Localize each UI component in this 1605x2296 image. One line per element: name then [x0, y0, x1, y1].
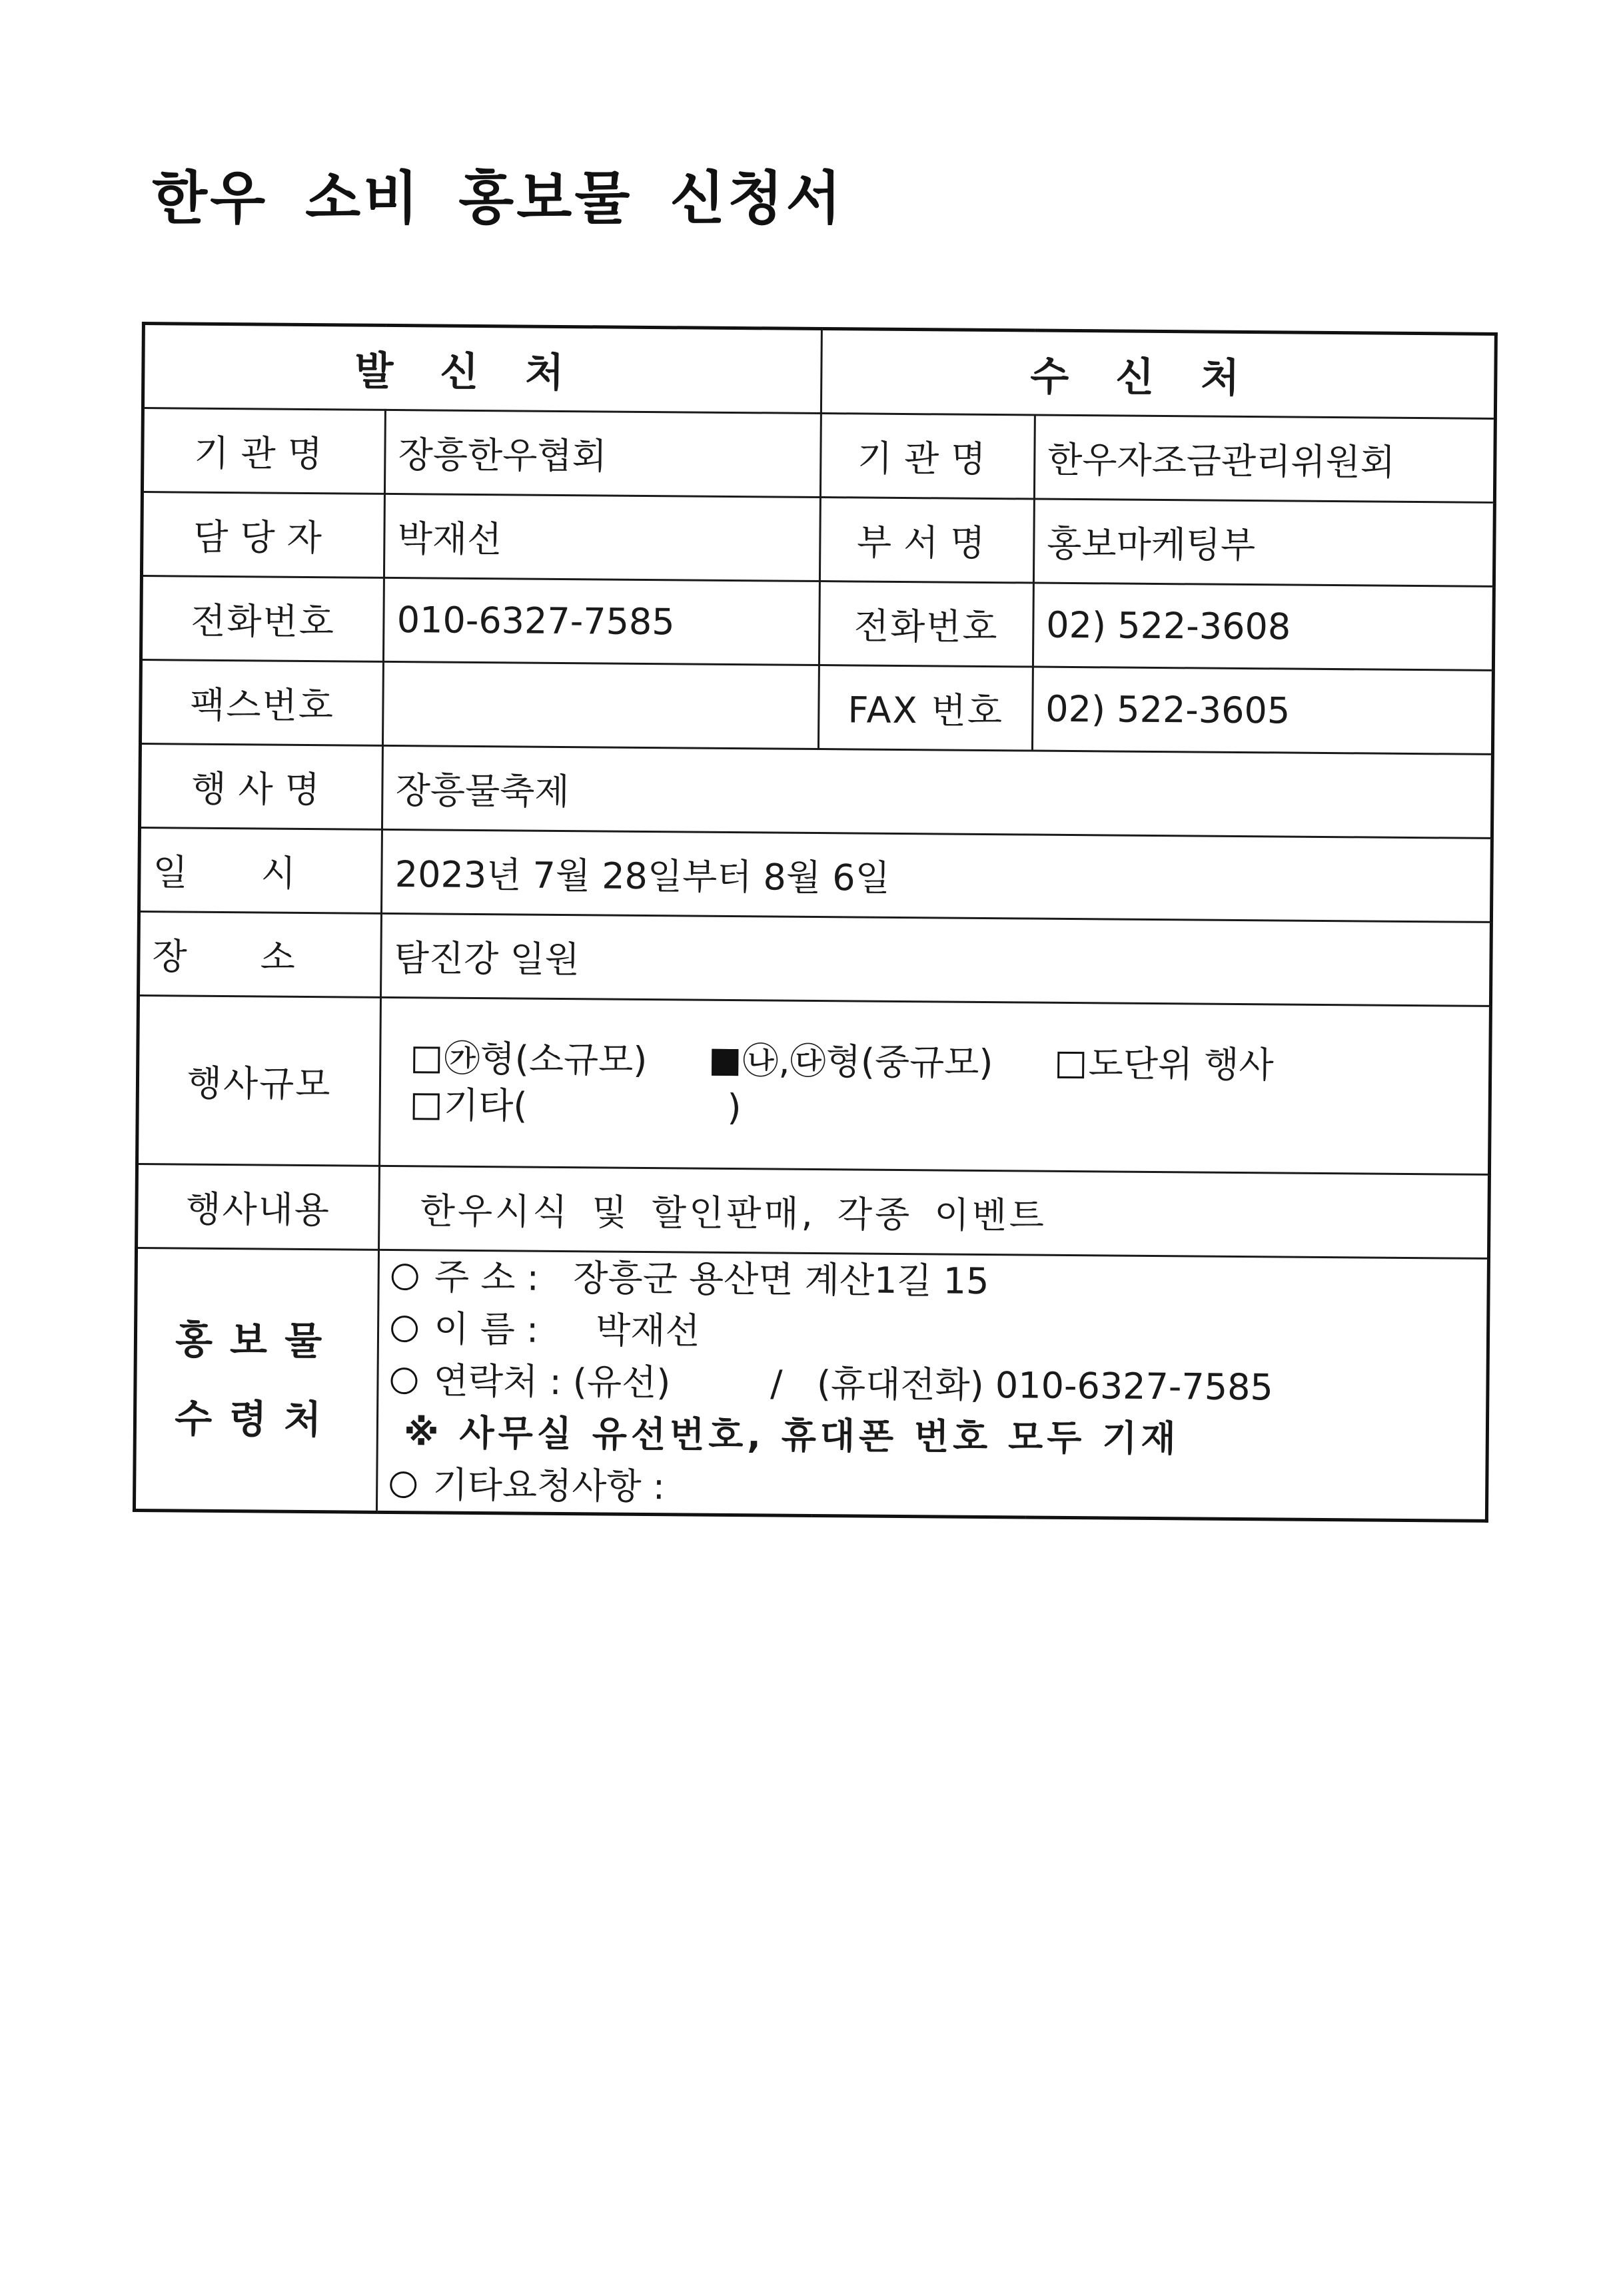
sender-person-value: 박재선: [384, 494, 820, 581]
receiver-header: 수신처: [821, 329, 1496, 419]
event-place-label: 장소: [139, 911, 382, 997]
receiver-dept-label: 부서명: [819, 498, 1034, 583]
sender-header: 발신처: [143, 324, 821, 414]
application-form-table: [133, 322, 1498, 1523]
receiver-phone-value: 02) 522-3608: [1033, 583, 1494, 670]
receiver-fax-value: 02) 522-3605: [1032, 667, 1493, 754]
sender-phone-label: 전화번호: [141, 576, 384, 662]
event-place-value: 탐진강 일원: [381, 913, 1492, 1006]
scale-medium-checkbox-checked[interactable]: [712, 1049, 738, 1076]
scale-option-small[interactable]: ㉮형(소규모): [413, 1037, 647, 1081]
bullet-circle-icon: [391, 1316, 418, 1342]
receiver-org-value: 한우자조금관리위원회: [1034, 415, 1495, 502]
scale-option-other[interactable]: 기타( ): [413, 1084, 742, 1128]
event-date-label: 일시: [139, 827, 382, 913]
receipt-note: ※ 사무실 유선번호, 휴대폰 번호 모두 기재: [403, 1411, 1180, 1460]
receipt-other-row: 기타요청사항 :: [390, 1459, 1473, 1519]
sender-fax-label: 팩스번호: [140, 660, 383, 746]
receipt-label-line2: 수령처: [174, 1395, 339, 1443]
event-name-label: 행사명: [139, 744, 382, 830]
bullet-circle-icon: [391, 1367, 418, 1394]
event-content-value: 한우시식 및 할인판매, 각종 이벤트: [379, 1166, 1490, 1258]
receipt-label: [134, 1248, 378, 1512]
bullet-circle-icon: [390, 1471, 416, 1498]
receipt-details: [377, 1250, 1489, 1521]
event-scale-label: 행사규모: [137, 995, 381, 1166]
event-name-value: 장흥물축제: [382, 745, 1493, 838]
receiver-dept-value: 홍보마케팅부: [1033, 499, 1494, 586]
receipt-address-row: 주 소 : 장흥군 용산면 계산1길 15: [392, 1251, 1475, 1312]
event-scale-options: [380, 997, 1491, 1174]
receipt-contact-mobile: (휴대전화) 010-6327-7585: [816, 1363, 1274, 1409]
receiver-phone-label: 전화번호: [819, 581, 1033, 667]
sender-person-label: 담당자: [141, 492, 384, 578]
sender-org-label: 기관명: [142, 408, 385, 494]
sender-fax-value: [383, 661, 819, 749]
document-title: 한우 소비 홍보물 신청서: [152, 165, 844, 232]
receiver-fax-label: FAX 번호: [818, 665, 1033, 751]
scale-other-checkbox[interactable]: [413, 1093, 440, 1120]
bullet-circle-icon: [392, 1264, 418, 1290]
scale-small-checkbox[interactable]: [413, 1046, 440, 1073]
receiver-org-label: 기관명: [820, 414, 1035, 500]
receipt-label-line1: 홍보물: [175, 1317, 340, 1364]
scale-province-checkbox[interactable]: [1058, 1052, 1085, 1078]
event-content-label: 행사내용: [137, 1164, 380, 1250]
receipt-address-value: 장흥군 용산면 계산1길 15: [573, 1257, 989, 1303]
sender-org-value: 장흥한우협회: [385, 410, 821, 497]
receipt-name-value: 박재선: [595, 1309, 700, 1352]
scale-option-medium[interactable]: ㉯,㉰형(중규모): [712, 1040, 993, 1084]
sender-phone-value: 010-6327-7585: [384, 577, 819, 665]
receipt-name-row: 이 름 : 박재선: [391, 1303, 1474, 1363]
scale-option-province[interactable]: 도단위 행사: [1057, 1042, 1273, 1086]
receipt-contact-row: 연락처 : (유선) / (휴대전화) 010-6327-7585: [391, 1355, 1474, 1415]
event-date-value: 2023년 7월 28일부터 8월 6일: [382, 829, 1492, 922]
